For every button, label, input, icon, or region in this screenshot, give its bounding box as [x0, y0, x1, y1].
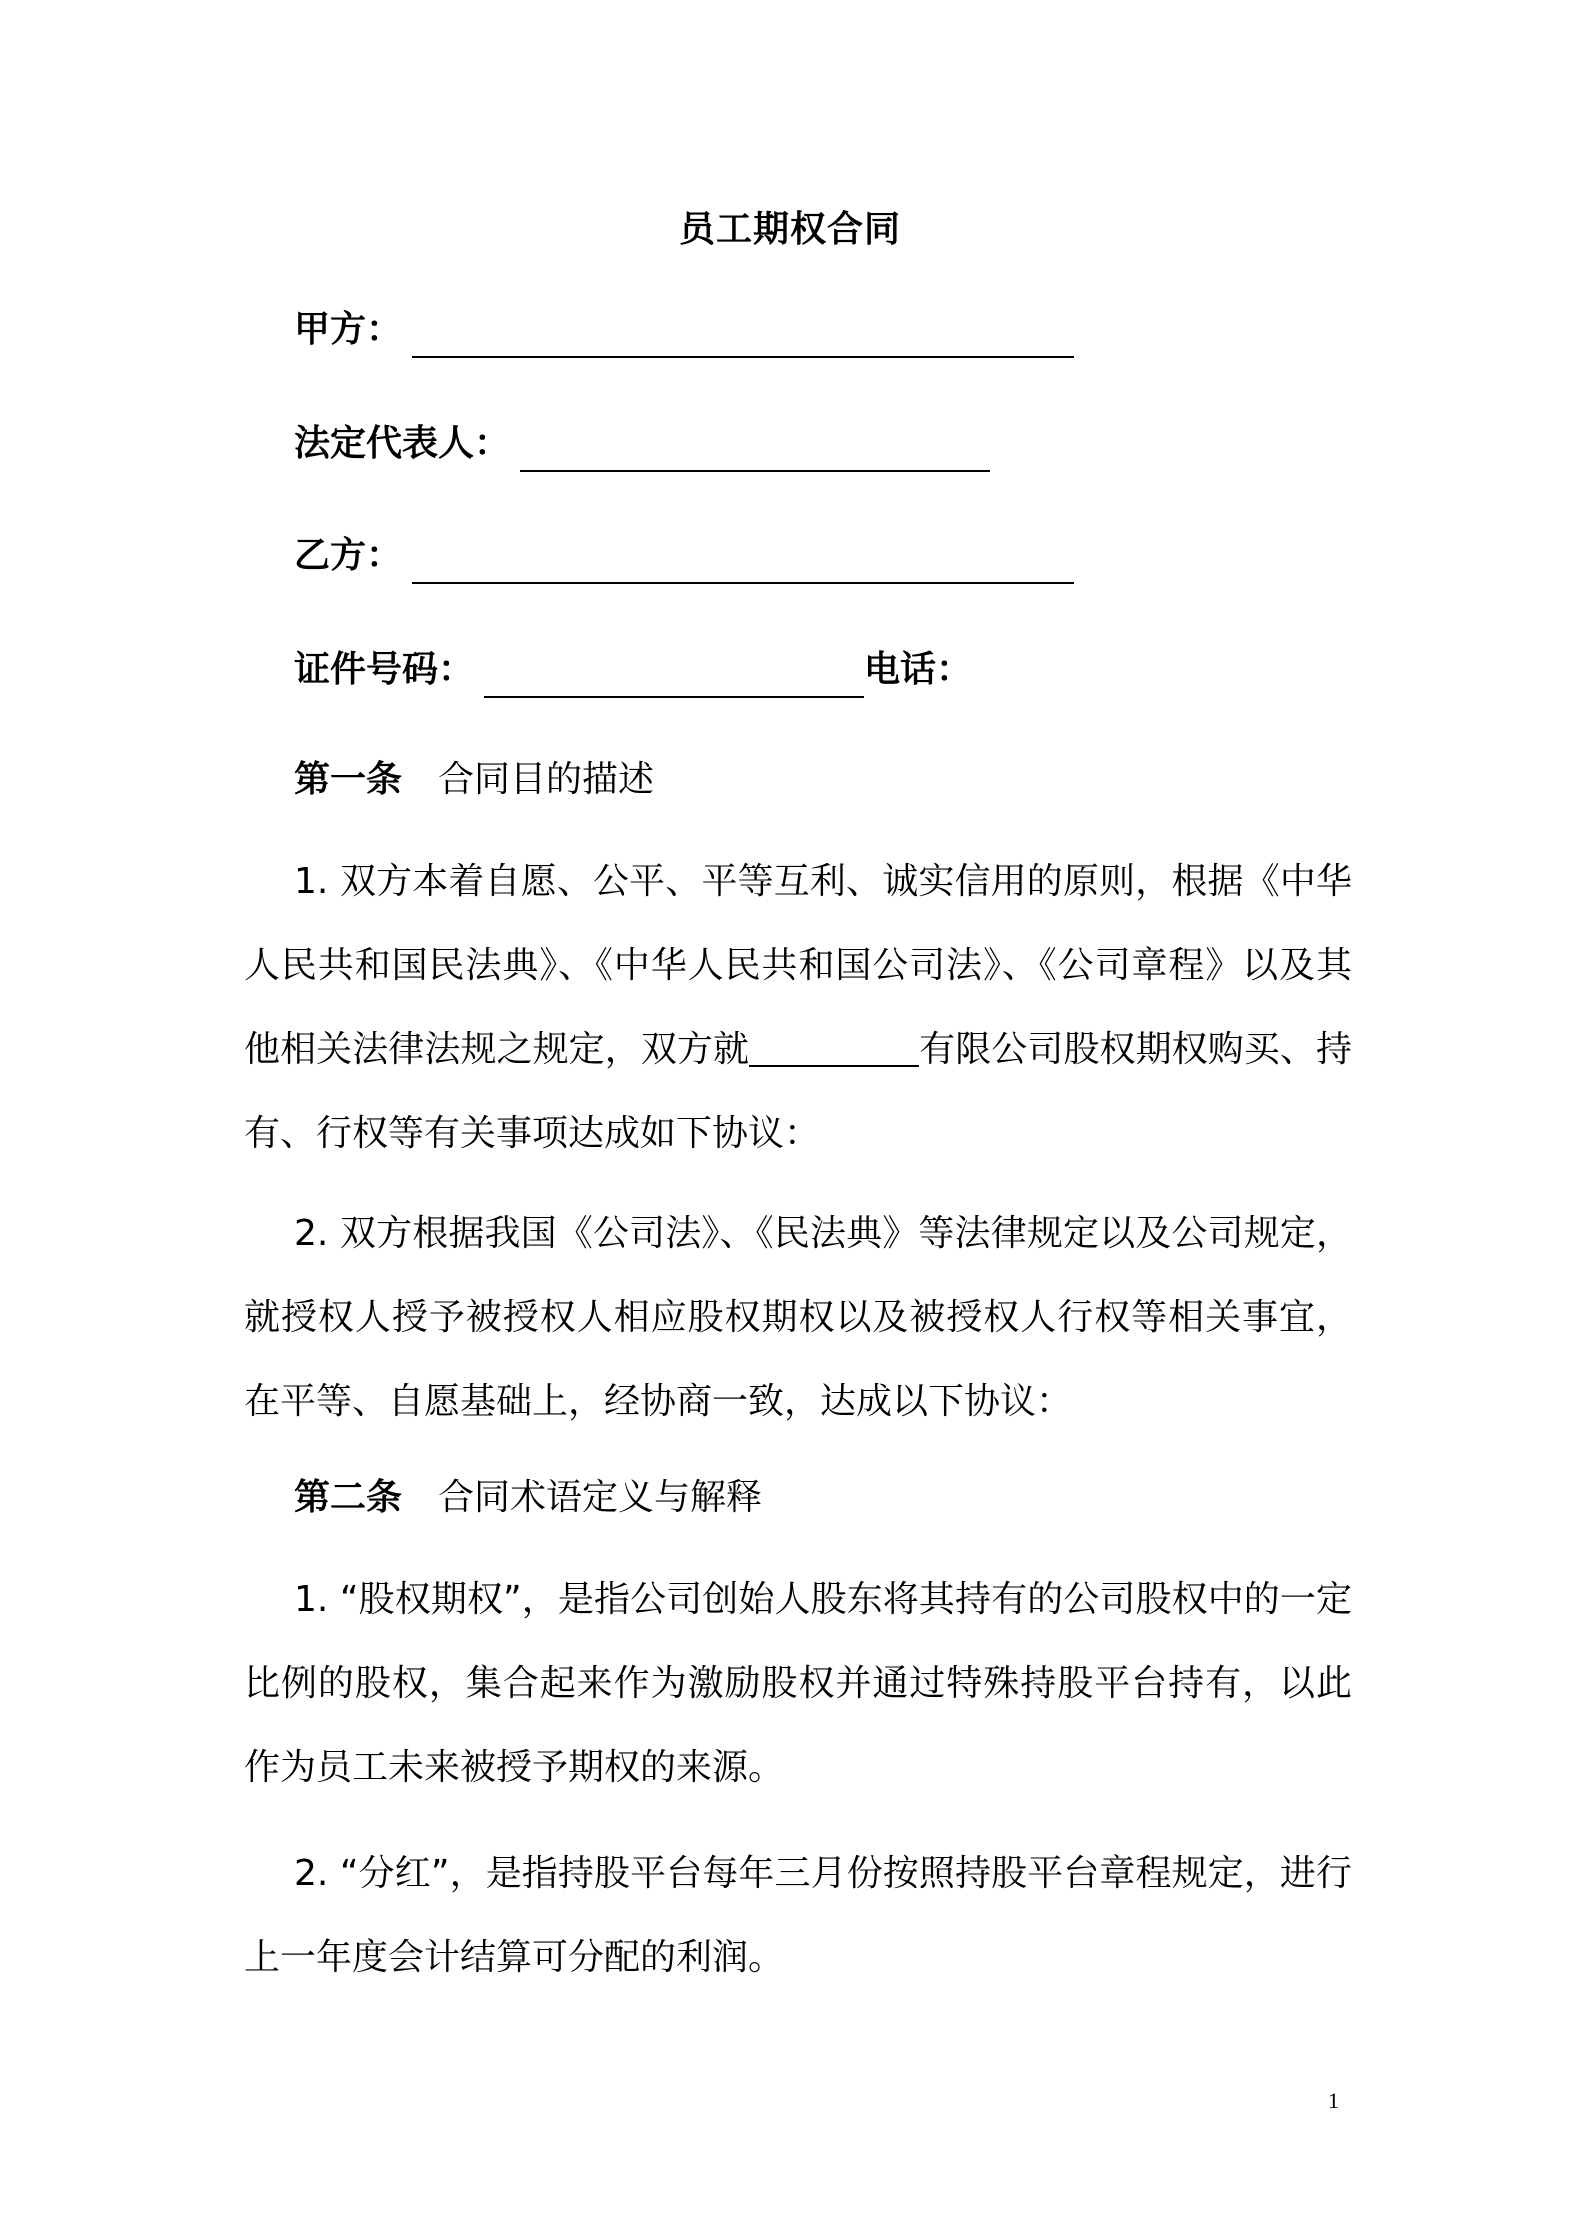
- article-1-heading: [294, 756, 654, 804]
- company-name-blank[interactable]: [749, 1033, 919, 1067]
- party-a-label: 甲方：: [294, 309, 403, 350]
- legal-rep-blank[interactable]: [520, 430, 990, 472]
- article-1-clause-2: 2. 双方根据我国《公司法》、《民法典》等法律规定以及公司规定，就授权人授予被授权人相应股权期权以及被授权人行权等相关事宜，在平等、自愿基础上，经协商一致，达成以下协议：: [244, 1213, 1352, 1422]
- article-2-title: 合同术语定义与解释: [438, 1477, 763, 1518]
- party-a-field: [294, 302, 1074, 358]
- article-1-title: 合同目的描述: [438, 759, 655, 800]
- phone-label: 电话：: [864, 649, 973, 690]
- document-title: 员工期权合同: [678, 209, 901, 250]
- id-phone-field: [294, 642, 972, 698]
- article-1-clause-1-text-b: 有限公司股权期权购买、持有、行权等有关事项达成如下协议：: [244, 1029, 1352, 1154]
- party-b-label: 乙方：: [294, 535, 403, 576]
- article-2-number: 第二条: [294, 1477, 403, 1518]
- page-number: 1: [1328, 2088, 1339, 2113]
- id-number-blank[interactable]: [484, 656, 864, 698]
- id-number-label: 证件号码：: [294, 649, 475, 690]
- article-2-heading: [294, 1474, 762, 1522]
- party-a-blank[interactable]: [412, 316, 1074, 358]
- article-1-clause-1: [244, 840, 1352, 1176]
- legal-rep-field: [294, 416, 990, 472]
- article-1-number: 第一条: [294, 759, 403, 800]
- article-2-clause-1: 1. “股权期权”，是指公司创始人股东将其持有的公司股权中的一定比例的股权，集合起来作为激励股权并通过特殊持股平台持有，以此作为员工未来被授予期权的来源。: [244, 1579, 1352, 1788]
- article-1-clause-1-text-a: 1. 双方本着自愿、公平、平等互利、诚实信用的原则，根据《中华人民共和国民法典》、《中华人民共和国公司法》、《公司章程》以及其他相关法律法规之规定，双方就: [244, 861, 1352, 1070]
- legal-rep-label: 法定代表人：: [294, 423, 511, 464]
- article-2-clause-2: 2. “分红”，是指持股平台每年三月份按照持股平台章程规定，进行上一年度会计结算可分配的利润。: [244, 1853, 1352, 1978]
- party-b-blank[interactable]: [412, 542, 1074, 584]
- party-b-field: [294, 528, 1074, 584]
